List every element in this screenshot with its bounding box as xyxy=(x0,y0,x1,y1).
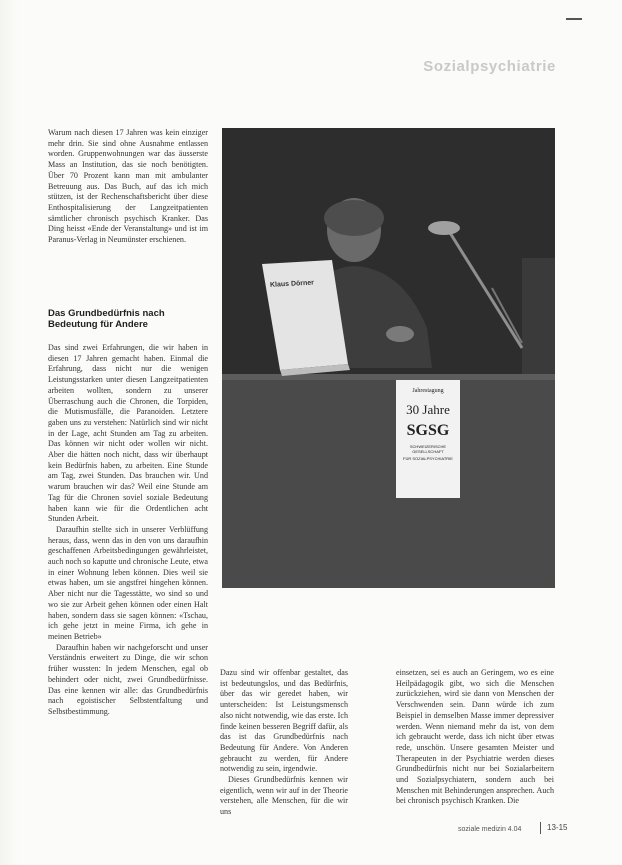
paragraph: Daraufhin stellte sich in unserer Verblüffung heraus, dass, wenn das in den von uns daraufhin geschaffenen Arbeitsbedingungen gewährleistet, auch noch so kaputte und chronische Leute, etwa in einer Wohnung leben können. Dies weil sie etwas haben, um sie angstfrei hingehen können. Aber nicht nur die Tagesstätte, wo sind so und wo sie zur Arbeit gehen können oder einen Halt haben, sondern dass sie sagen können: «Tschau, ich gehe jetzt in meine Firma, ich gehe in meinen Betrieb» xyxy=(48,524,208,641)
paragraph: Das sind zwei Erfahrungen, die wir haben in diesen 17 Jahren gemacht haben. Einmal die Erfahrung, dass nicht nur die wenigen Leistungsstarken unter diesen Langzeitpatienten arbeiten wollten, sondern zu unserer Überraschung auch die Chronen, die Torpiden, die Mutismusfälle, die Paranoiden. Letztere gaben uns zu verstehen: Natürlich sind wir nicht in der Lage, acht Stunden am Tag zu arbeiten. Das können wir nicht oder wollen wir nicht. Aber die hätten noch nicht, dass wir überhaupt kein Bedürfnis haben, zu arbeiten. Eine Stunde am Tag, zwei Stunden. Das brauchen wir. Und warum brauchen wir das? Weil eine Stunde am Tag für die Chronen soviel soziale Bedeutung haben kann wie für die Ordentlichen acht Stunden Arbeit. xyxy=(48,343,208,524)
conference-sign xyxy=(396,380,460,498)
section-title: Sozialpsychiatrie xyxy=(423,58,556,75)
page-number: 13-15 xyxy=(547,823,568,832)
paragraph: Daraufhin haben wir nachgeforscht und unser Verständnis erweitert zu Dinge, die wir schon früher wussten: In jedem Menschen, egal ob behindert oder nicht, zwei Grundbedürfnisse. Das eine kennen wir alle: das Grundbedürfnis nach egoistischer Selbstentfaltung und Selbstbestimmung. xyxy=(48,642,208,716)
paragraph: Dieses Grundbedürfnis kennen wir eigentlich, wenn wir auf in der Theorie verstehen, alle Menschen, für die wir uns xyxy=(220,775,348,817)
book-title: Klaus Dörner xyxy=(269,279,315,289)
paragraph: einsetzen, sei es auch an Geringem, wo es eine Heilpädagogik gibt, wo sich die Menschen zurückziehen, wird sie dann von Menschen der Verschwenden sein. Dann würde ich zum Beispiel in demselben Masse immer depressiver werden. Wenn niemand mehr da ist, von dem ich gebraucht werde, dass ich nicht über etwas rede, unschön. Unsere gesamten Meister und Therapeuten in der Psychiatrie werden dieses Grundbedürfnis nicht nur bei Sozialarbeitern und Sozialpsychiatern, sondern auch bei Menschen mit Behinderungen ansprechen. Auch bei chronisch psychisch Kranken. Die xyxy=(396,668,554,806)
paragraph: Warum nach diesen 17 Jahren was kein einziger mehr drin. Sie sind ohne Ausnahme entlassen worden. Gruppenwohnungen war das äusserste Mass an Institution, das sie noch benötigten. Über 70 Prozent kann man mit ambulanter Betreuung aus. Das Buch, auf das ich mich stützen, ist der Rechenschaftsbericht über diese Enthospitalisierung der Langzeitpatienten sämtlicher chronisch psychisch Kranker. Das Ding heisst «Ende der Veranstaltung» und ist im Paranus-Verlag in Neumünster erschienen. xyxy=(48,128,208,245)
footer-journal: soziale medizin 4.04 xyxy=(458,826,522,833)
text-column-right xyxy=(396,668,554,807)
paragraph: Dazu sind wir offenbar gestaltet, das ist bedeutungslos, und das Bedürfnis, über das wir geredet haben, wir unterscheiden: Ist Leistungsmensch also nicht notwendig, wie das erste. Ich finde keinen besseren Begriff dafür, als das ist das Grundbedürfnis nach Bedeutung für Andere. Von Anderen gebraucht zu werden, für Andere notwendig zu sein, irgendwie. xyxy=(220,668,348,774)
footer-divider xyxy=(540,822,541,834)
top-rule xyxy=(566,18,582,20)
sign-line-4: SCHWEIZERISCHE GESELLSCHAFT xyxy=(409,444,447,454)
subheading: Das Grundbedürfnis nach Bedeutung für Andere xyxy=(48,308,165,330)
speaker-photo-illustration xyxy=(222,128,555,588)
sign-line-5: FÜR SOZIALPSYCHIATRIE xyxy=(403,456,453,461)
speaker-photo xyxy=(222,128,555,588)
sign-line-2: 30 Jahre xyxy=(406,402,450,417)
text-column-left-top xyxy=(48,128,208,246)
sign-line-3: SGSG xyxy=(406,422,450,439)
text-column-middle xyxy=(220,668,348,818)
text-column-left-main xyxy=(48,343,208,718)
sign-line-1: Jahrestagung xyxy=(412,388,444,394)
